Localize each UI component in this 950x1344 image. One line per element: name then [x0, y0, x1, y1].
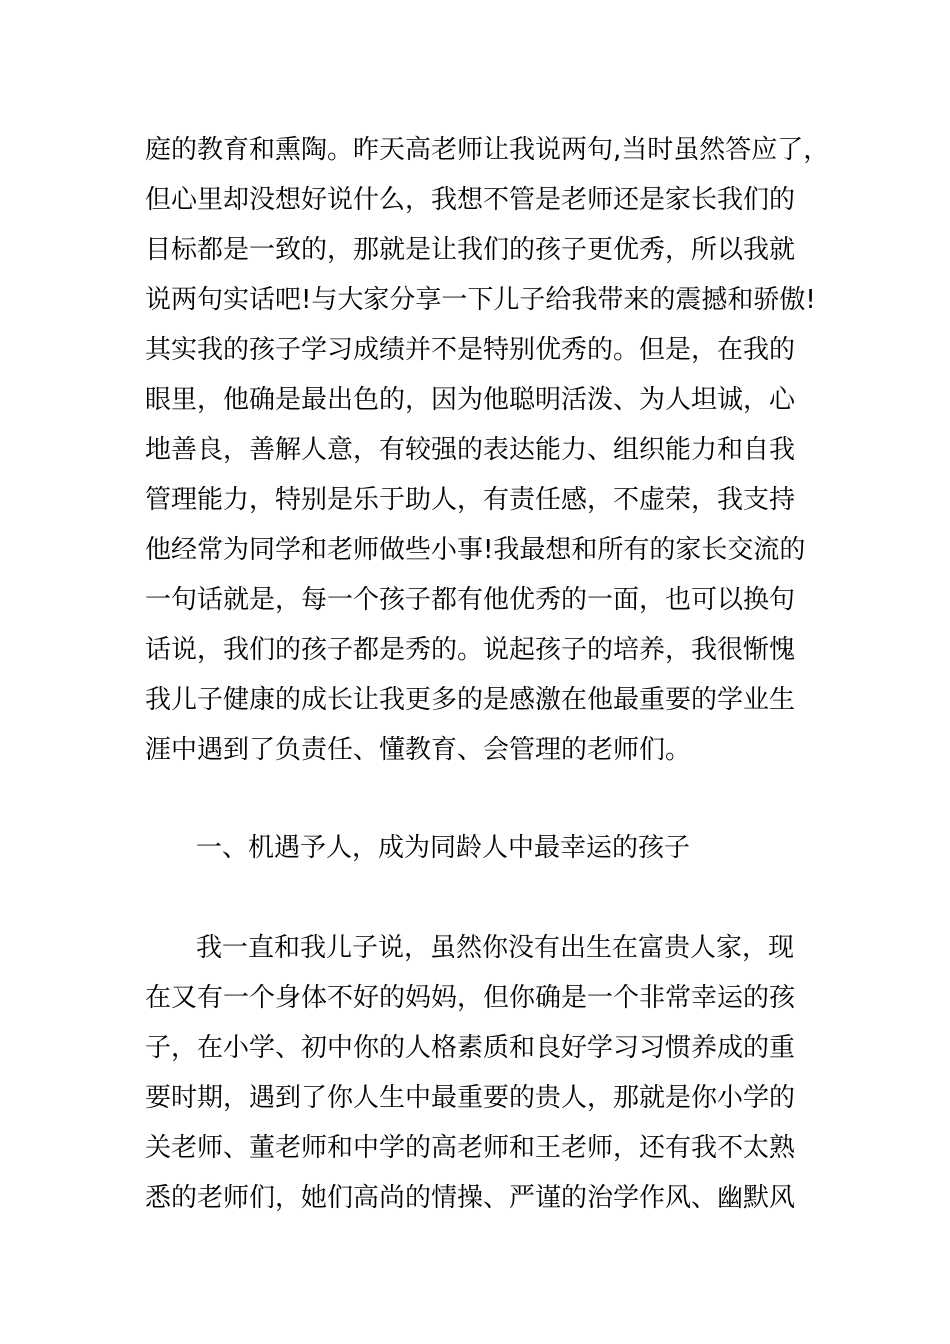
text-line: 我儿子健康的成长让我更多的是感激在他最重要的学业生	[145, 685, 796, 715]
text-line: 在又有一个身体不好的妈妈，但你确是一个非常幸运的孩	[145, 983, 796, 1013]
text-line: 涯中遇到了负责任、懂教育、会管理的老师们。	[145, 735, 692, 765]
text-line: 一句话就是，每一个孩子都有他优秀的一面，也可以换句	[145, 585, 796, 615]
text-line: 要时期，遇到了你人生中最重要的贵人，那就是你小学的	[145, 1083, 796, 1113]
text-line: 地善良，善解人意，有较强的表达能力、组织能力和自我	[145, 435, 796, 465]
text-line: 我一直和我儿子说，虽然你没有出生在富贵人家，现	[196, 933, 795, 963]
text-line: 庭的教育和熏陶。昨天高老师让我说两句,当时虽然答应了，	[145, 135, 830, 165]
section-heading: 一、机遇予人，成为同龄人中最幸运的孩子	[196, 833, 691, 863]
text-line: 但心里却没想好说什么，我想不管是老师还是家长我们的	[145, 185, 796, 215]
text-line: 他经常为同学和老师做些小事!我最想和所有的家长交流的	[145, 535, 806, 565]
text-line: 目标都是一致的，那就是让我们的孩子更优秀，所以我就	[145, 235, 796, 265]
text-line: 关老师、董老师和中学的高老师和王老师，还有我不太熟	[145, 1133, 796, 1163]
text-line: 管理能力，特别是乐于助人，有责任感，不虚荣，我支持	[145, 485, 796, 515]
text-line: 眼里，他确是最出色的，因为他聪明活泼、为人坦诚，心	[145, 385, 796, 415]
text-line: 话说，我们的孩子都是秀的。说起孩子的培养，我很惭愧	[145, 635, 796, 665]
text-line: 子，在小学、初中你的人格素质和良好学习习惯养成的重	[145, 1033, 796, 1063]
text-line: 其实我的孩子学习成绩并不是特别优秀的。但是，在我的	[145, 335, 796, 365]
text-line: 说两句实话吧!与大家分享一下儿子给我带来的震撼和骄傲!	[145, 285, 816, 315]
text-line: 悉的老师们，她们高尚的情操、严谨的治学作风、幽默风	[145, 1183, 796, 1213]
